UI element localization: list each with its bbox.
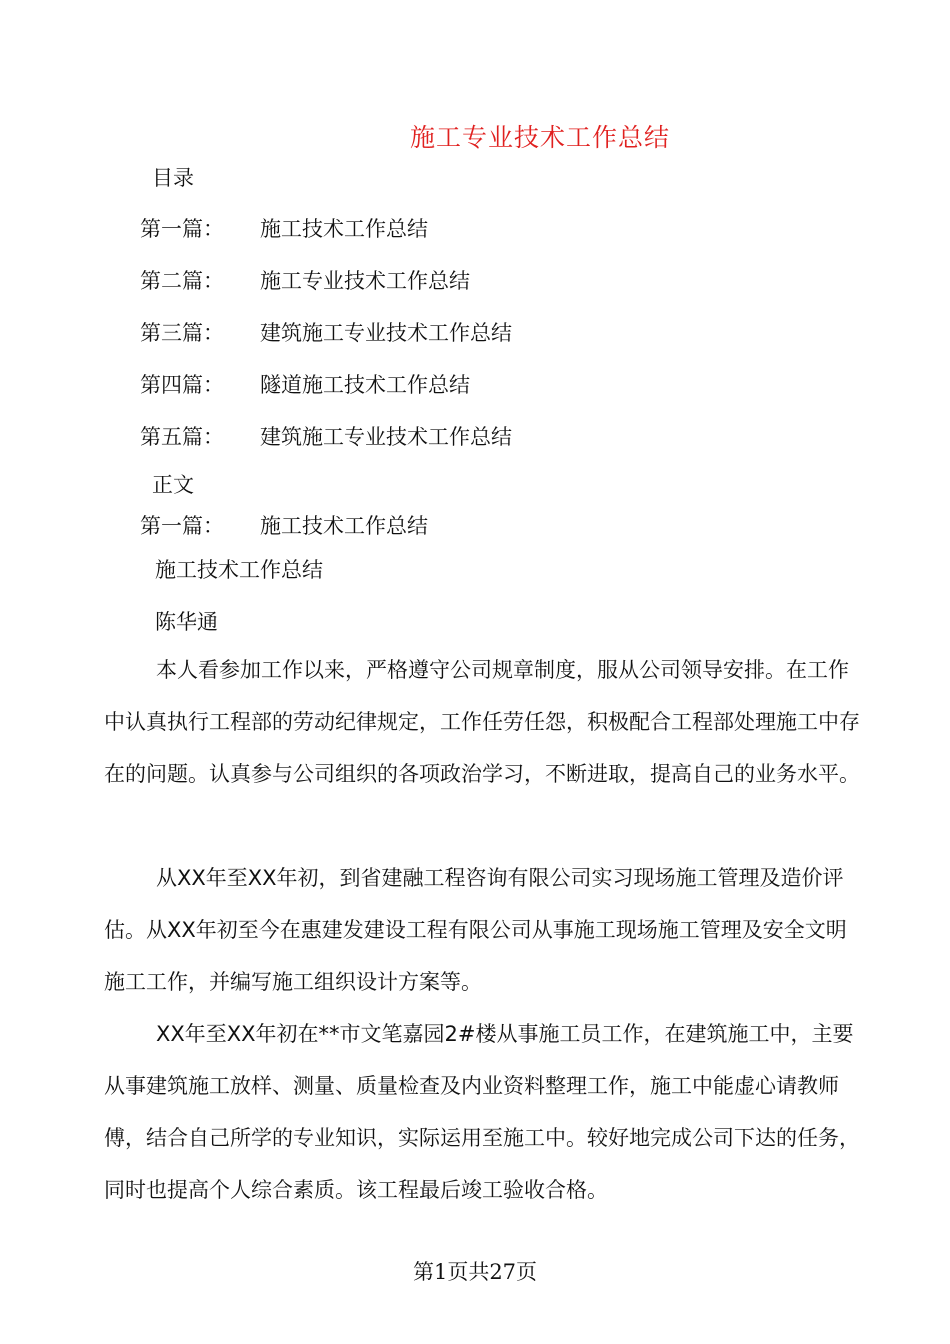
author: 陈华通 bbox=[155, 610, 218, 634]
toc-item bbox=[140, 265, 470, 295]
toc-item-text: 施工专业技术工作总结 bbox=[260, 269, 470, 293]
toc-item-label: 第三篇： bbox=[140, 321, 224, 345]
toc-item-text: 建筑施工专业技术工作总结 bbox=[260, 321, 512, 345]
toc-item-label: 第二篇： bbox=[140, 269, 224, 293]
paragraph: 本人看参加工作以来，严格遵守公司规章制度，服从公司领导安排。在工作中认真执行工程部的劳动纪律规定，工作任劳任怨，积极配合工程部处理施工中存在的问题。认真参与公司组织的各项政治学习，不断进取，提高自己的业务水平。 bbox=[104, 658, 860, 786]
toc-item-label: 第五篇： bbox=[140, 425, 224, 449]
toc-item bbox=[140, 213, 428, 243]
toc-item-text: 施工技术工作总结 bbox=[260, 217, 428, 241]
chapter-label: 第一篇： bbox=[140, 514, 224, 538]
body-heading: 正文 bbox=[152, 473, 194, 497]
paragraph: XX年至XX年初在**市文笔嘉园2#楼从事施工员工作，在建筑施工中，主要从事建筑施工放样、测量、质量检查及内业资料整理工作，施工中能虚心请教师傅，结合自己所学的专业知识，实际运用至施工中。较好地完成公司下达的任务，同时也提高个人综合素质。该工程最后竣工验收合格。 bbox=[104, 1022, 860, 1202]
paragraph: 从XX年至XX年初，到省建融工程咨询有限公司实习现场施工管理及造价评估。从XX年初至今在惠建发建设工程有限公司从事施工现场施工管理及安全文明施工工作，并编写施工组织设计方案等。 bbox=[104, 866, 847, 994]
page-footer: 第1页共27页 bbox=[412, 1260, 538, 1284]
subtitle: 施工技术工作总结 bbox=[155, 558, 323, 582]
document-title: 施工专业技术工作总结 bbox=[409, 123, 670, 152]
toc-heading: 目录 bbox=[152, 166, 194, 190]
toc-item-text: 建筑施工专业技术工作总结 bbox=[260, 425, 512, 449]
toc-item-label: 第四篇： bbox=[140, 373, 224, 397]
chapter-heading bbox=[140, 510, 428, 540]
toc-item bbox=[140, 317, 512, 347]
chapter-title: 施工技术工作总结 bbox=[260, 514, 428, 538]
toc-item bbox=[140, 369, 470, 399]
toc-item bbox=[140, 421, 512, 451]
toc-item-text: 隧道施工技术工作总结 bbox=[260, 373, 470, 397]
toc-item-label: 第一篇： bbox=[140, 217, 224, 241]
